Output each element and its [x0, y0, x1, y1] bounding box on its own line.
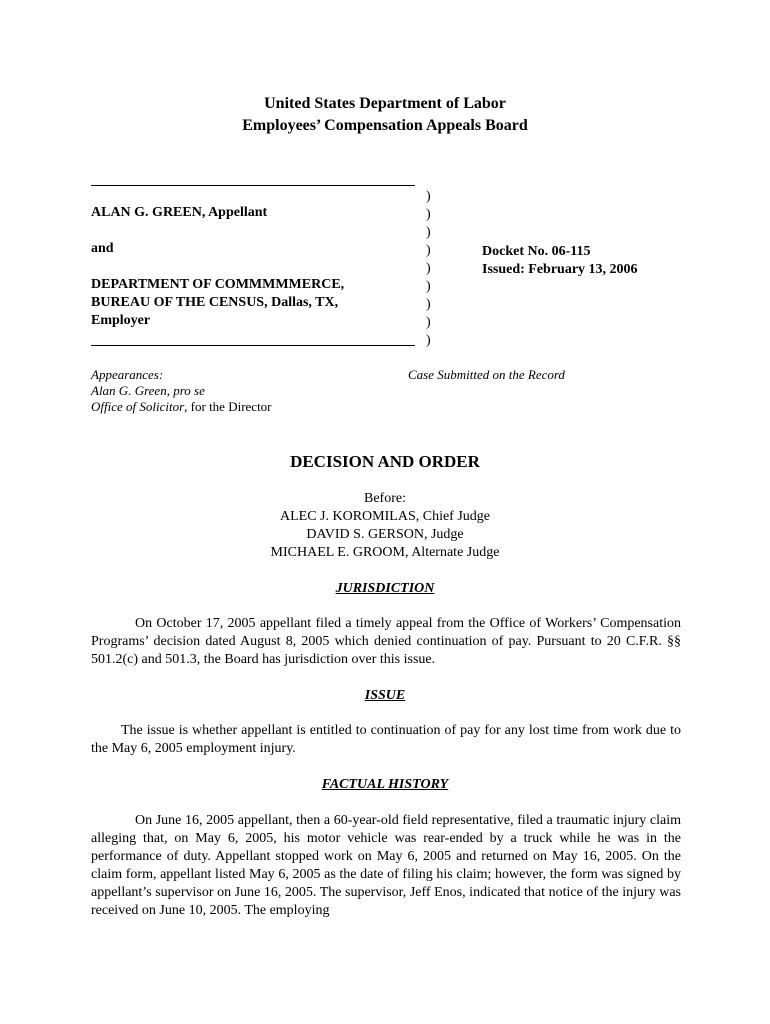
caption-top-rule [91, 185, 415, 186]
board-name: Employees’ Compensation Appeals Board [242, 117, 528, 134]
appellant-appearance: Alan G. Green, pro se [91, 383, 205, 398]
submission-note: Case Submitted on the Record [408, 367, 565, 382]
caption-paren: ) [426, 261, 431, 276]
spacer [91, 258, 411, 276]
caption-paren: ) [426, 315, 431, 330]
solicitor-role: , for the Director [184, 399, 272, 414]
employer-line-2: BUREAU OF THE CENSUS, Dallas, TX, [91, 295, 339, 310]
issue-heading: ISSUE [364, 688, 406, 703]
appearances [91, 367, 272, 415]
appellant-name: ALAN G. GREEN, Appellant [91, 205, 268, 220]
caption-paren: ) [426, 207, 431, 222]
document-header [0, 93, 770, 137]
caption-paren: ) [426, 279, 431, 294]
agency-name: United States Department of Labor [264, 95, 506, 112]
judges-panel [0, 490, 770, 562]
issue-paragraph: The issue is whether appellant is entitled to continuation of pay for any lost time from work due to the May 6, 2005 employment injury. [91, 723, 681, 756]
caption-paren: ) [426, 297, 431, 312]
jurisdiction-paragraph: On October 17, 2005 appellant filed a timely appeal from the Office of Workers’ Compensation Programs’ decision dated August 8, 2005 which denied continuation of pay. Pursuant to 20 C.F.R. §§ 501.2(c) and 501.3, the Board has jurisdiction over this issue. [91, 616, 681, 667]
appearances-label: Appearances: [91, 367, 164, 382]
caption-paren: ) [426, 333, 431, 348]
issued-date: Issued: February 13, 2006 [482, 262, 638, 277]
factual-history-paragraph: On June 16, 2005 appellant, then a 60-year-old field representative, filed a traumatic injury claim alleging that, on May 6, 2005, his motor vehicle was rear-ended by a truck while he was in the performance of duty. Appellant stopped work on May 6, 2005 and returned on May 16, 2005. On the claim form, appellant listed May 6, 2005 as the date of filing his claim; however, the form was signed by appellant’s supervisor on June 16, 2005. The supervisor, Jeff Enos, indicated that notice of the injury was received on June 10, 2005. The employing [91, 813, 681, 918]
caption-paren: ) [426, 243, 431, 258]
factual-history-heading: FACTUAL HISTORY [321, 777, 449, 792]
employer-line-3: Employer [91, 313, 151, 328]
caption-bottom-rule [91, 345, 415, 346]
case-parties [91, 204, 411, 330]
judge-3: MICHAEL E. GROOM, Alternate Judge [270, 545, 500, 560]
party-conjunction: and [91, 241, 114, 256]
judge-2: DAVID S. GERSON, Judge [306, 527, 464, 542]
employer-line-1: DEPARTMENT OF COMMMMMERCE, [91, 277, 345, 292]
spacer [91, 222, 411, 240]
before-label: Before: [364, 491, 406, 506]
docket-number: Docket No. 06-115 [482, 244, 591, 259]
caption-paren: ) [426, 189, 431, 204]
decision-title: DECISION AND ORDER [290, 452, 480, 471]
docket-info [482, 243, 638, 279]
caption-paren: ) [426, 225, 431, 240]
caption-parentheses [426, 188, 440, 350]
jurisdiction-heading: JURISDICTION [335, 581, 435, 596]
solicitor-name: Office of Solicitor [91, 399, 185, 414]
judge-1: ALEC J. KOROMILAS, Chief Judge [280, 509, 490, 524]
